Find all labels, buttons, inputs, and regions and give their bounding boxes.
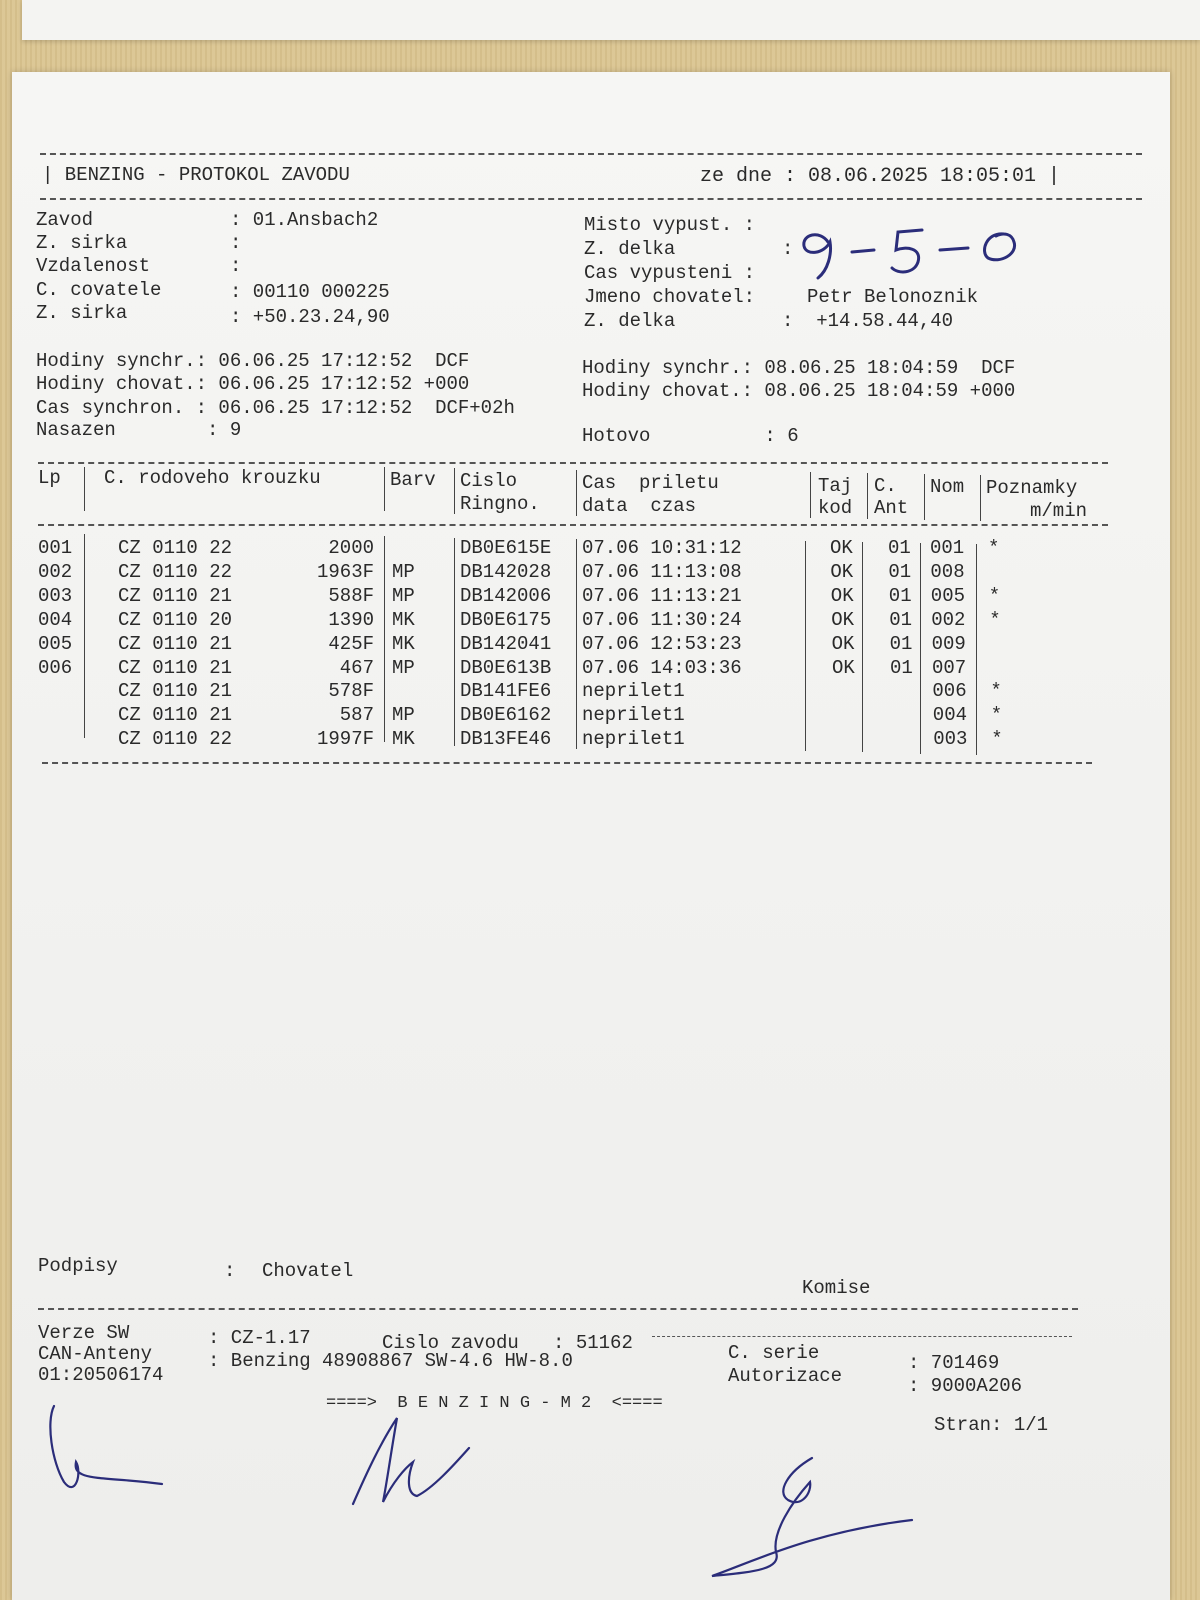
col-header-barv: Barv [390,469,436,491]
info-value: : [230,255,242,277]
signatures-colon: : [224,1260,236,1282]
divider [38,1308,1078,1310]
sync-line: Nasazen : 9 [36,419,242,441]
table-row [12,609,1162,632]
table-row [12,633,1162,656]
col-header-ringno: Ringno. [460,493,540,515]
footer-device: : Benzing 48908867 SW-4.6 HW-8.0 [208,1350,573,1372]
sync-line: Hodiny synchr.: 08.06.25 18:04:59 DCF [582,357,1016,379]
cell-ring: CZ 0110 20 [118,608,233,631]
cell-note: * [990,680,1002,703]
col-header-kod: kod [818,497,853,519]
table-row [12,537,1162,560]
cell-antenna: 01 [888,560,912,583]
cell-ringno: DB141FE6 [460,680,552,703]
col-header-lp: Lp [38,467,61,489]
table-row [12,704,1162,727]
cell-antenna: 01 [890,656,913,679]
cell-ring-number: 588F [328,584,374,607]
cell-ringno: DB13FE46 [460,728,552,751]
cell-taj-kod: OK [830,560,854,583]
cell-taj-kod: OK [831,608,854,631]
info-value: : [782,238,794,260]
info-label: Jmeno chovatel: [584,286,756,308]
table-row [12,728,1162,751]
cell-arrival: neprilet1 [582,728,685,751]
cell-ring: CZ 0110 21 [118,656,233,679]
table-row [12,657,1162,680]
cell-ring-number: 1390 [328,608,374,631]
info-value: : [230,232,242,254]
commission-signature [692,1452,922,1582]
cell-ring-number: 467 [339,656,374,679]
cell-arrival: 07.06 14:03:36 [582,656,742,679]
footer-serie-label: C. serie [728,1342,820,1364]
cell-taj-kod: OK [832,656,855,679]
cell-ringno: DB0E6175 [460,608,552,631]
info-value: : 00110 000225 [230,281,390,303]
info-label: Cas vypusteni : [584,262,756,284]
cell-antenna: 01 [888,584,912,607]
cell-arrival: 07.06 11:13:21 [582,584,742,607]
breeder-signature-label: Chovatel [262,1260,354,1282]
info-label: Z. delka [584,310,676,332]
cell-note: * [988,537,1000,559]
cell-arrival: 07.06 11:30:24 [582,608,742,631]
footer-can-label: CAN-Anteny [38,1343,153,1365]
sync-line: Hodiny chovat.: 06.06.25 17:12:52 +000 [36,373,470,395]
signatures-label: Podpisy [38,1255,118,1277]
sync-line: Cas synchron. : 06.06.25 17:12:52 DCF+02h [36,397,515,419]
cell-barv: MP [392,656,415,679]
column-rule [384,467,385,511]
cell-taj-kod: OK [831,632,855,655]
sync-line: Hodiny chovat.: 08.06.25 18:04:59 +000 [582,380,1016,402]
col-header-nom: Nom [930,476,965,498]
cell-ringno: DB142041 [460,632,552,655]
cell-nom: 003 [933,728,968,751]
cell-lp: 002 [38,560,73,583]
breeder-name: Petr Belonoznik [807,286,979,308]
cell-ring: CZ 0110 21 [118,632,233,655]
cell-taj-kod: OK [830,584,854,607]
cell-ring-number: 1997F [316,728,374,751]
divider [652,1336,1072,1337]
cell-ring-number: 425F [328,632,374,655]
report-title: | BENZING - PROTOKOL ZAVODU [42,164,350,186]
table-row [12,680,1162,703]
footer-race-number: Cislo zavodu : 51162 [382,1332,633,1354]
info-label: Vzdalenost [36,255,151,277]
col-header-ring: C. rodoveho krouzku [104,467,321,489]
column-rule [454,468,455,514]
cell-barv: MP [392,584,415,607]
cell-antenna: 01 [889,608,912,631]
column-rule [924,474,925,520]
cell-note: * [991,728,1003,751]
divider [38,462,1108,464]
cell-barv: MP [392,560,415,583]
divider [40,153,1142,155]
info-label: Z. delka [584,238,676,260]
sync-line: Hodiny synchr.: 06.06.25 17:12:52 DCF [36,350,470,372]
cell-antenna: 01 [888,537,911,559]
signature-scribble [42,1402,182,1502]
info-label: Z. sirka [36,232,128,254]
col-header-cislo: Cislo [460,470,518,492]
cell-ringno: DB142006 [460,584,552,607]
cell-lp: 001 [38,537,73,559]
cell-note: * [988,584,1001,607]
col-header-data: data czas [582,495,697,517]
cell-taj-kod: OK [830,537,853,559]
cell-ring: CZ 0110 21 [118,680,233,703]
background-sheet [22,0,1200,40]
cell-lp: 005 [38,632,73,655]
footer-antenna-id: 01:20506174 [38,1364,164,1386]
commission-signature-label: Komise [802,1277,871,1299]
divider [38,524,1108,526]
cell-antenna: 01 [889,632,913,655]
cell-ring-number: 1963F [316,560,374,583]
cell-ringno: DB0E613B [460,656,552,679]
footer-autor-value: : 9000A206 [908,1375,1023,1397]
sync-line: Hotovo : 6 [582,425,799,447]
cell-ring-number: 587 [339,704,374,727]
cell-nom: 008 [930,560,965,583]
cell-ringno: DB0E6162 [460,704,552,727]
race-protocol-sheet [12,72,1170,1600]
cell-nom: 009 [931,632,966,655]
footer-serie-value: : 701469 [908,1352,1000,1374]
cell-ring: CZ 0110 22 [118,537,233,559]
col-header-mmin: m/min [1030,500,1088,522]
cell-lp: 006 [38,656,73,679]
breeder-signature [347,1412,477,1512]
cell-barv: MK [392,632,415,655]
column-rule [84,467,85,511]
info-label: Misto vypust. : [584,214,756,236]
cell-nom: 001 [930,537,965,559]
col-header-taj: Taj [818,475,853,497]
cell-ring-number: 578F [328,680,374,703]
cell-barv: MK [392,728,415,751]
info-value: : +50.23.24,90 [230,306,390,328]
info-value: : +14.58.44,40 [782,310,954,332]
cell-nom: 002 [931,608,966,631]
cell-arrival: 07.06 10:31:12 [582,537,742,559]
cell-arrival: neprilet1 [582,680,685,703]
cell-arrival: neprilet1 [582,704,685,727]
col-header-ant: Ant [874,497,909,519]
divider [42,762,1092,764]
cell-nom: 005 [930,584,966,607]
footer-verze-label: Verze SW [38,1322,130,1344]
divider [40,198,1142,200]
cell-nom: 006 [932,680,967,703]
col-header-cas: Cas priletu [582,472,719,494]
cell-ringno: DB142028 [460,560,552,583]
column-rule [867,473,868,519]
footer-page-number: Stran: 1/1 [934,1414,1049,1436]
cell-nom: 007 [932,656,967,679]
report-date: ze dne : 08.06.2025 18:05:01 | [700,165,1061,188]
cell-note: * [989,608,1001,631]
cell-barv: MK [392,608,415,631]
col-header-poznamky: Poznamky [986,477,1078,499]
column-rule [980,475,981,521]
footer-verze-value: : CZ-1.17 [208,1327,311,1349]
cell-lp: 004 [38,608,73,631]
table-row [12,561,1162,584]
footer-autor-label: Autorizace [728,1365,843,1387]
info-value: : 01.Ansbach2 [230,209,379,231]
cell-barv: MP [392,704,415,727]
info-label: Zavod [36,209,94,231]
table-row [12,585,1162,608]
column-rule [810,472,811,518]
cell-note: * [990,704,1003,727]
cell-ringno: DB0E615E [460,537,552,559]
cell-ring-number: 2000 [328,537,374,559]
cell-lp: 003 [38,584,73,607]
cell-ring: CZ 0110 21 [118,704,233,727]
info-label: C. covatele [36,279,162,301]
column-rule [576,470,577,516]
cell-ring: CZ 0110 22 [118,728,233,751]
cell-arrival: 07.06 11:13:08 [582,560,742,583]
col-header-c: C. [874,475,897,497]
cell-arrival: 07.06 12:53:23 [582,632,742,655]
handwritten-note [790,214,1030,284]
footer-brand: ====> B E N Z I N G - M 2 <==== [326,1394,663,1413]
cell-ring: CZ 0110 22 [118,560,233,583]
info-label: Z. sirka [36,302,128,324]
cell-ring: CZ 0110 21 [118,584,233,607]
cell-nom: 004 [932,704,968,727]
